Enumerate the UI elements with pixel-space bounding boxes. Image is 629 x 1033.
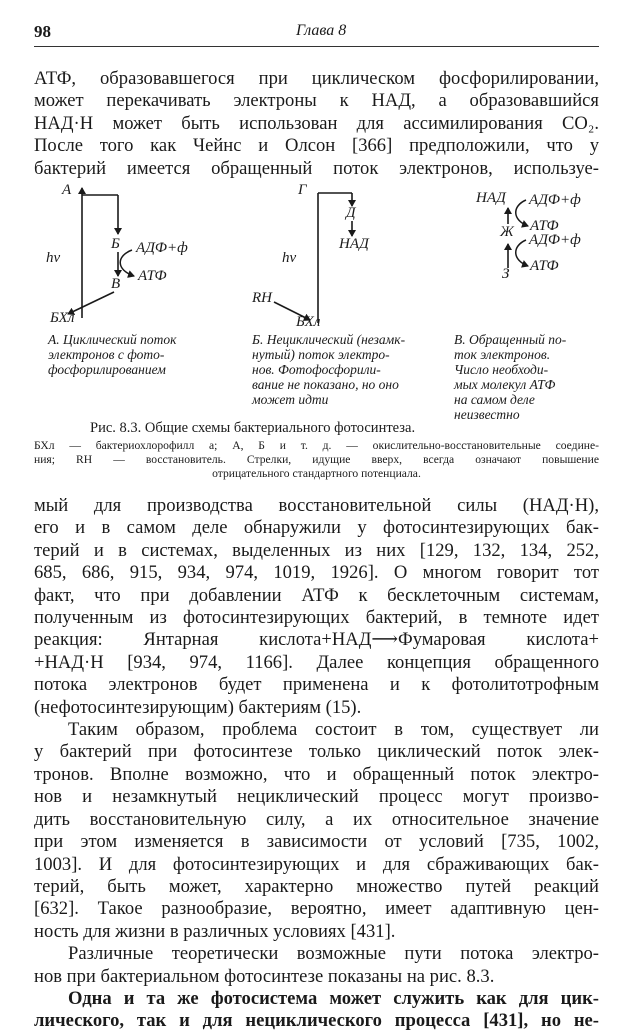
figure-8-3-diagram xyxy=(34,178,599,422)
caption-panel-a xyxy=(48,332,176,377)
caption-line: на самом деле xyxy=(454,392,535,407)
page-number: 98 xyxy=(34,22,51,41)
caption-line: В. Обращенный по- xyxy=(454,332,567,347)
caption-line: Б. Нециклический (незамк- xyxy=(252,332,406,347)
text-line: терий и в системах, выделенных из них [129, 132, 134, 252, xyxy=(34,539,599,561)
text-line: ность для жизни в различных условиях [431]. xyxy=(34,920,396,942)
caption-line: вание не показано, но оно xyxy=(252,377,399,392)
text-line: факт, что при добавлении АТФ к бесклеточным системам, xyxy=(34,584,599,606)
caption-line: мых молекул АТФ xyxy=(454,377,556,392)
node-bchl-a: БХл xyxy=(50,310,75,326)
light-hv-a: hν xyxy=(46,250,61,266)
caption-line: ток электронов. xyxy=(454,347,551,362)
text-line: может перекачивать электроны к НАД, а образовавшийся xyxy=(34,90,599,112)
text-line: нов и незамкнутый нециклический процесс могут произво- xyxy=(34,786,599,808)
caption-line: фосфорилированием xyxy=(48,362,166,377)
atp-label-a: АТФ xyxy=(138,268,167,284)
caption-panel-b xyxy=(252,332,405,407)
text-line: (нефотосинтезирующим) бактериям (15). xyxy=(34,696,362,718)
caption-line: Число необходи- xyxy=(454,362,549,377)
text-line: бактерий имеется обращенный поток электронов, используе- xyxy=(34,157,599,179)
paragraph-main xyxy=(34,495,599,1033)
caption-line: электронов с фото- xyxy=(48,347,165,362)
caption-line: может идти xyxy=(252,392,329,407)
node-z: З xyxy=(502,266,510,282)
caption-line: А. Циклический поток xyxy=(48,332,177,347)
node-d: Д xyxy=(346,205,356,221)
text-line: мый для производства восстановительной силы (НАД·Н), xyxy=(34,495,599,516)
node-zh: Ж xyxy=(500,224,514,240)
legend-line: ния; RH — восстановитель. Стрелки, идущие вверх, всегда означают повышение xyxy=(34,453,599,466)
adp-label-c-upper: АДФ+ф xyxy=(529,192,581,208)
node-rh: RH xyxy=(252,290,272,306)
node-g: Г xyxy=(298,182,307,198)
text-line: при этом изменяется в зависимости от условий [735, 1002, xyxy=(34,831,599,853)
node-nad-c: НАД xyxy=(476,190,506,206)
text-line: потока электронов будет применена и к фотолитотрофным xyxy=(34,674,599,696)
text-line: 1003]. И для фотосинтезирующих и для сбраживающих бак- xyxy=(34,853,599,875)
text-line: реакция: Янтарная кислота+НАД⟶Фумаровая кислота+ xyxy=(34,629,599,651)
text-line: тронов. Вполне возможно, что и обращенный поток электро- xyxy=(34,763,599,785)
caption-line: неизвестно xyxy=(454,407,520,422)
node-bchl-b: БХл xyxy=(296,314,321,330)
text-line: дить восстановительную силу, а их относительное значение xyxy=(34,808,599,830)
text-line: терий, быть может, характерно множество путей реакций xyxy=(34,875,599,897)
adp-label-c-lower: АДФ+ф xyxy=(529,232,581,248)
header-rule xyxy=(34,46,599,47)
figure-title: Рис. 8.3. Общие схемы бактериального фотосинтеза. xyxy=(90,420,416,436)
light-hv-b: hν xyxy=(282,250,297,266)
text-line: у бактерий при фотосинтезе только циклический поток элек- xyxy=(34,741,599,763)
atp-label-c-lower: АТФ xyxy=(530,258,559,274)
text-line: Различные теоретически возможные пути потока электро- xyxy=(68,943,599,965)
adp-label-a: АДФ+ф xyxy=(136,240,188,256)
caption-line: нов. Фотофосфорили- xyxy=(252,362,381,377)
panel-a-arrows xyxy=(68,188,134,318)
node-a: A xyxy=(62,182,72,198)
text-line: После того как Чейнс и Олсон [366] предположили, что у xyxy=(34,135,599,157)
text-line: 685, 686, 915, 934, 974, 1019, 1926]. О многом говорит тот xyxy=(34,562,599,584)
legend-line: БХл — бактериохлорофилл а; А, Б и т. д. — окислительно-восстановительные соедине- xyxy=(34,439,599,452)
page-header xyxy=(34,22,594,46)
atp-label-c-upper: АТФ xyxy=(530,218,559,234)
text-line: его и в самом деле обнаружили у фотосинтезирующих бак- xyxy=(34,517,599,539)
text-line: +НАД·Н [934, 974, 1166]. Далее концепция обращенного xyxy=(34,651,599,673)
text-line: полученным из фотосинтезирующих бактерий, в темноте идет xyxy=(34,607,599,629)
legend-line: отрицательного стандартного потенциала. xyxy=(212,467,421,480)
text-line: Таким образом, проблема состоит в том, существует ли xyxy=(68,719,599,741)
text-line: лического, так и для нециклического процесса [431], но не- xyxy=(34,1010,599,1032)
text-line: нов при бактериальном фотосинтезе показаны на рис. 8.3. xyxy=(34,965,495,987)
caption-line: нутый) поток электро- xyxy=(252,347,390,362)
node-b: Б xyxy=(111,236,120,252)
chapter-title: Глава 8 xyxy=(296,22,347,39)
text-line: [632]. Такое разнообразие, вероятно, имеет адаптивную цен- xyxy=(34,898,599,920)
caption-panel-c xyxy=(454,332,566,422)
text-line: Одна и та же фотосистема может служить как для цик- xyxy=(68,987,599,1009)
node-v: В xyxy=(111,276,121,292)
figure-legend xyxy=(34,439,599,481)
node-nad-b: НАД xyxy=(339,236,369,252)
paragraph-top xyxy=(34,68,599,180)
text-line: НАД·Н может быть использован для ассимилирования CO₂. xyxy=(34,112,599,134)
text-line: АТФ, образовавшегося при циклическом фосфорилировании, xyxy=(34,68,599,89)
